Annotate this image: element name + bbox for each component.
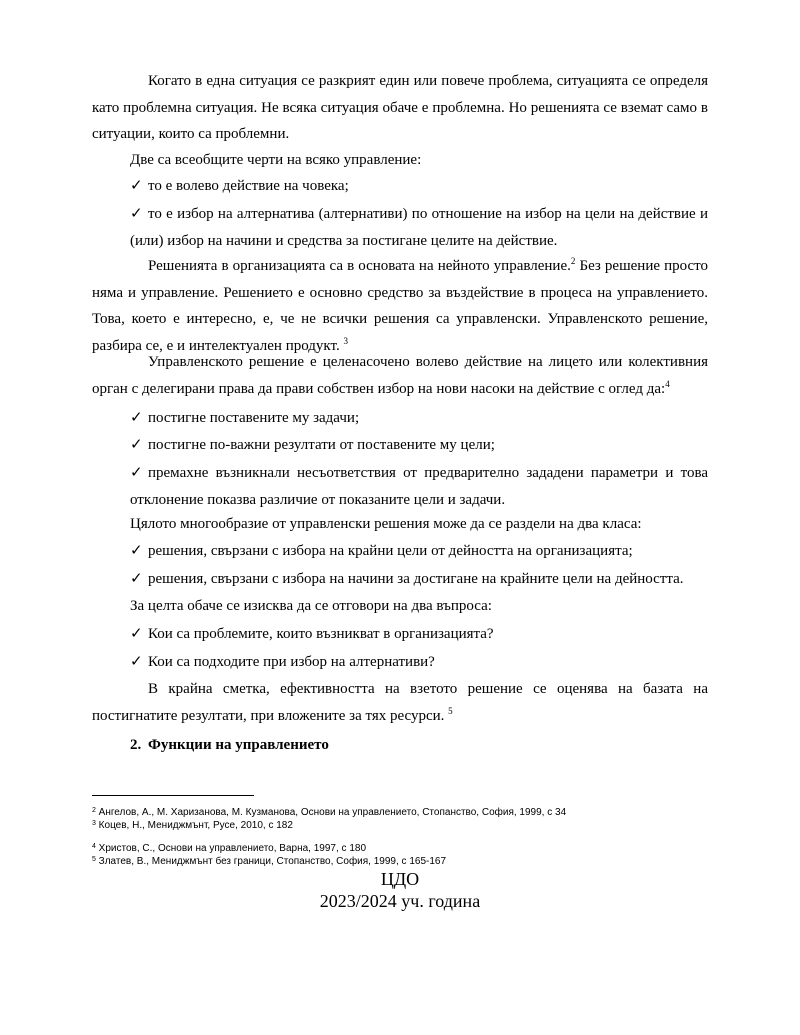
list-item — [130, 621, 708, 648]
paragraph-text: Управленското решение е целенасочено волево действие на лицето или колективния орган с делегирани права да прави собствен избор на нови насоки на действие с оглед да: — [92, 354, 708, 397]
footnote-number: 2 — [92, 807, 96, 814]
paragraph-management-decision — [92, 349, 708, 402]
checkmark-icon: ✓ — [130, 410, 143, 426]
list-item — [130, 201, 708, 254]
list-item-text: постигне по-важни резултати от поставените му цели; — [148, 437, 495, 453]
footer-organization: ЦДО — [380, 869, 420, 889]
list-item — [130, 405, 708, 432]
checkmark-icon: ✓ — [130, 465, 143, 481]
footnote-separator — [92, 795, 254, 796]
checkmark-icon: ✓ — [130, 206, 143, 222]
heading-text: Функции на управлението — [148, 737, 329, 753]
footnote-text: Ангелов, А., М. Харизанова, М. Кузманова, Основи на управлението, Стопанство, София, 1999, с 34 — [95, 807, 567, 818]
checkmark-icon: ✓ — [130, 543, 143, 559]
footnote-number: 3 — [92, 820, 96, 827]
list-item — [130, 173, 708, 200]
footnote-ref: 3 — [343, 335, 348, 346]
paragraph-two-features: Две са всеобщите черти на всяко управление: — [130, 152, 422, 168]
footnote-text: Златев, В., Мениджмънт без граници, Стопанство, София, 1999, с 165-167 — [95, 856, 447, 867]
paragraph-text: Решенията в организацията са в основата на нейното управление. — [148, 258, 571, 274]
list-item-text: то е избор на алтернатива (алтернативи) по отношение на избор на цели на действие и (или) избор на начини и средства за постигане целите на действие. — [130, 206, 708, 249]
footnote — [92, 842, 366, 855]
footnote-text: Христов, С., Основи на управлението, Варна, 1997, с 180 — [95, 843, 366, 854]
footnote — [92, 855, 446, 868]
paragraph-decisions — [92, 253, 708, 359]
checkmark-icon: ✓ — [130, 654, 143, 670]
list-item — [130, 566, 708, 593]
footnote — [92, 819, 293, 832]
checkmark-icon: ✓ — [130, 571, 143, 587]
footnote-ref: 2 — [570, 256, 576, 266]
checkmark-icon: ✓ — [130, 178, 143, 194]
list-item-text: постигне поставените му задачи; — [148, 410, 360, 426]
list-item-text: решения, свързани с избора на крайни цели от дейността на организацията; — [148, 543, 633, 559]
heading-number: 2. — [130, 737, 142, 753]
paragraph-text: Без решение просто няма и управление. Решението е основно средство за въздействие в процеса на управлението. Това, което е интересно, е, че не всички решения са управленски. Управленското решение, разбира се, е и интелектуален продукт. — [92, 258, 708, 354]
footer-academic-year: 2023/2024 уч. година — [319, 891, 481, 911]
paragraph-problem-situation: Когато в една ситуация се разкрият един или повече проблема, ситуацията се определя като проблемна ситуация. Не всяка ситуация обаче е проблемна. Но решенията се вземат само в ситуации, които са проблемни. — [92, 73, 708, 142]
list-item — [130, 649, 708, 676]
paragraph-two-questions: За целта обаче се изисква да се отговори на два въпроса: — [130, 598, 492, 614]
paragraph-effectiveness — [92, 676, 708, 729]
list-item — [130, 432, 708, 459]
list-item-text: премахне възникнали несъответствия от предварително зададени параметри и това отклонение показва различие от показаните цели и задачи. — [130, 465, 708, 508]
list-item-text: Кои са проблемите, които възникват в организацията? — [148, 626, 494, 642]
list-item — [130, 460, 708, 513]
footnote-number: 4 — [92, 843, 96, 850]
footnote-text: Коцев, Н., Мениджмънт, Русе, 2010, с 182 — [95, 820, 293, 831]
list-item-text: Кои са подходите при избор на алтернативи? — [148, 654, 435, 670]
list-item — [130, 538, 708, 565]
list-item-text: то е волево действие на човека; — [148, 178, 349, 194]
paragraph-two-classes: Цялото многообразие от управленски решения може да се раздели на два класа: — [130, 516, 642, 532]
footnote — [92, 806, 566, 819]
paragraph-text: В крайна сметка, ефективността на взетото решение се оценява на базата на постигнатите резултати, при вложените за тях ресурси. — [92, 681, 708, 724]
checkmark-icon: ✓ — [130, 437, 143, 453]
list-item-text: решения, свързани с избора на начини за достигане на крайните цели на дейността. — [148, 571, 684, 587]
section-heading — [130, 733, 329, 757]
footnote-ref: 4 — [665, 378, 670, 389]
checkmark-icon: ✓ — [130, 626, 143, 642]
footnote-ref: 5 — [448, 705, 453, 716]
footnote-number: 5 — [92, 856, 96, 863]
